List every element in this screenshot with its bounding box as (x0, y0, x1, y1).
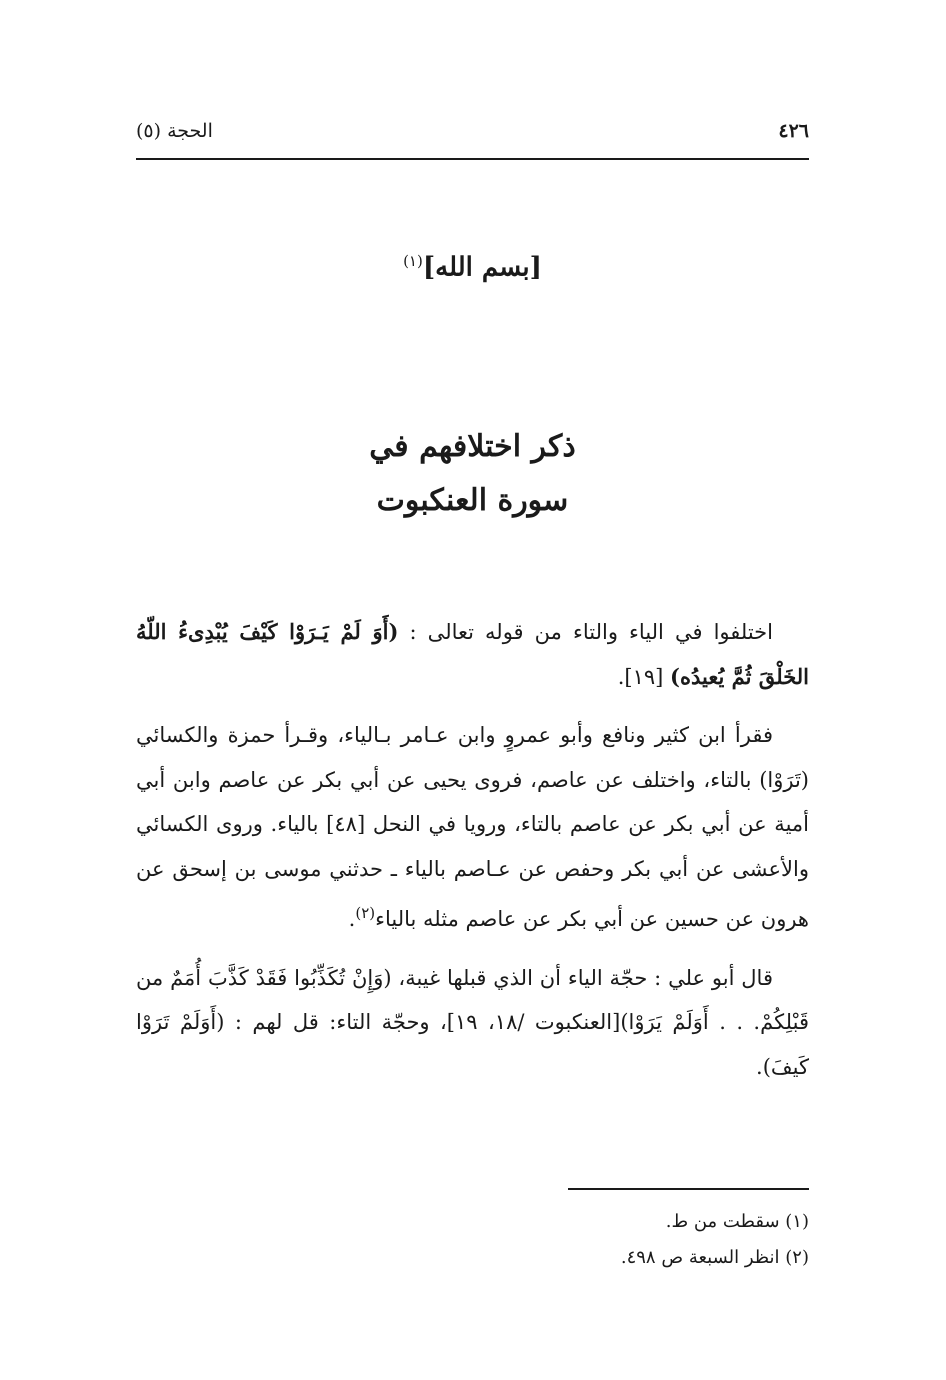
paragraph-1-intro: اختلفوا في الياء والتاء من قوله تعالى : (398, 620, 773, 644)
footnote-marker-2: (٢) (355, 904, 376, 922)
body-text (136, 610, 809, 1103)
header-rule (136, 158, 809, 160)
quran-verse: (أَوَ لَمْ يَـرَوْا كَيْفَ يُبْدِىءُ اللّهُ الخَلْقَ ثُمَّ يُعيدُه) (136, 619, 809, 689)
paragraph-3-intro: قال أبو علي : حجّة الياء أن الذي قبلها غيبة، (391, 965, 773, 990)
chapter-title-line-1: ذكر اختلافهم في (369, 429, 576, 464)
paragraph-3 (136, 956, 809, 1090)
paragraph-2 (136, 713, 809, 942)
chapter-title-line-2: سورة العنكبوت (376, 483, 569, 518)
page-number: ٤٢٦ (778, 120, 809, 142)
footnote-rule (568, 1188, 809, 1190)
paragraph-1 (136, 610, 809, 699)
footnotes (136, 1204, 809, 1276)
page-header (136, 118, 809, 150)
basmala-heading (136, 252, 809, 283)
basmala-text: [بسم الله] (422, 252, 542, 283)
paragraph-3-mid: [العنكبوت /١٨، ١٩]، وحجّة التاء: قل لهم : (224, 1010, 621, 1034)
footnote-2: (٢) انظر السبعة ص ٤٩٨. (620, 1247, 809, 1268)
running-title: الحجة (٥) (136, 120, 213, 142)
quran-verse: (أَوَلَمْ تَرَوْا كَيفَ) (136, 1010, 809, 1079)
paragraph-2-text: فقرأ ابن كثير ونافع وأبو عمروٍ وابن عـامر بـالياء، وقـرأ حمزة والكسائي (تَرَوْا) بالتاء، واختلف عن عاصم، فروى يحيى عن أبي بكر عن عاصم وابن أبي أمية عن أبي بكر عن عاصم بالتاء، ورويا في النحل [٤٨] بالياء. وروى الكسائي والأعشى عن أبي بكر وحفص عن عـاصم بالياء ـ حدثني موسى بن إسحق عن هرون عن حسين عن أبي بكر عن عاصم مثله بالياء (136, 723, 809, 931)
footnote-marker-1: (١) (403, 252, 423, 270)
verse-reference: [١٩]. (617, 664, 671, 689)
quran-verse: (وَإِنْ تُكَذِّبُوا فَقَدْ كَذَّبَ أُمَمٌ من قَبْلِكُمْ. . . أَوَلَمْ يَرَوْا) (136, 965, 810, 1034)
paragraph-2-end: . (348, 907, 356, 931)
footnote-1: (١) سقطت من ط. (665, 1211, 809, 1232)
paragraph-3-end: . (756, 1054, 763, 1079)
chapter-title (136, 420, 809, 528)
